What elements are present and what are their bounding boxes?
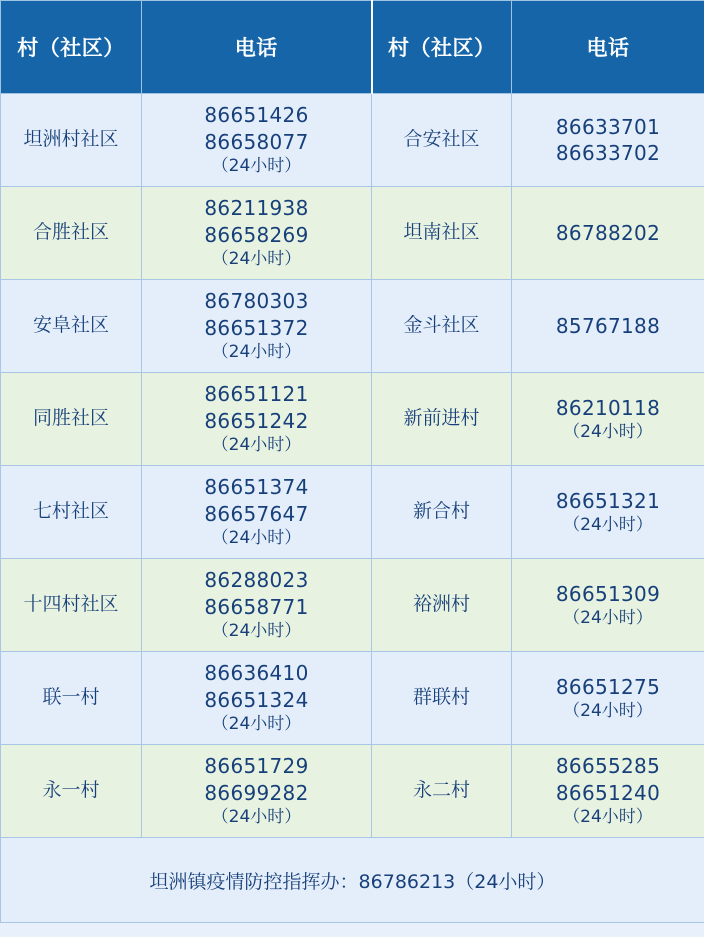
service-hours-note: （24小时） [211, 528, 302, 549]
phone-numbers-right [512, 280, 704, 373]
service-hours-note: （24小时） [563, 421, 653, 442]
phone-number: 85767188 [555, 313, 661, 338]
table-row [1, 280, 704, 373]
phone-number: 86651309 [555, 581, 661, 606]
service-hours-note: （24小时） [211, 249, 302, 270]
phone-numbers-right [512, 466, 704, 559]
phone-numbers-left [142, 652, 372, 745]
table-row [1, 652, 704, 745]
phone-numbers-right [512, 187, 704, 280]
village-name-left: 七村社区 [1, 466, 142, 559]
service-hours-note: （24小时） [211, 342, 302, 363]
table-row [1, 466, 704, 559]
village-name-left: 十四村社区 [1, 559, 142, 652]
phone-numbers-right [512, 94, 704, 187]
service-hours-note: （24小时） [563, 514, 653, 535]
phone-number: 86651240 [555, 780, 661, 805]
phone-number: 86651242 [204, 408, 309, 433]
column-header-village-left: 村（社区） [1, 1, 142, 94]
phone-number: 86633701 [555, 114, 661, 139]
footer-row [1, 838, 704, 923]
phone-number: 86651275 [555, 674, 661, 699]
service-hours-note: （24小时） [563, 607, 653, 628]
table-row [1, 745, 704, 838]
service-hours-note: （24小时） [211, 807, 302, 828]
service-hours-note: （24小时） [211, 621, 302, 642]
village-name-left: 坦洲村社区 [1, 94, 142, 187]
phone-numbers-right [512, 652, 704, 745]
phone-number: 86651321 [555, 488, 661, 513]
table-row [1, 559, 704, 652]
phone-numbers-left [142, 466, 372, 559]
service-hours-note: （24小时） [563, 807, 653, 828]
village-name-right: 新前进村 [372, 373, 512, 466]
table-body [1, 94, 704, 838]
table-footer [1, 838, 704, 923]
phone-number: 86651374 [204, 475, 309, 500]
phone-number: 86780303 [204, 289, 309, 314]
service-hours-note: （24小时） [211, 435, 302, 456]
phone-number: 86657647 [204, 501, 309, 526]
phone-number: 86658077 [204, 129, 309, 154]
table-row [1, 373, 704, 466]
phone-numbers-left [142, 187, 372, 280]
service-hours-note: （24小时） [211, 714, 302, 735]
village-name-right: 坦南社区 [372, 187, 512, 280]
phone-number: 86699282 [204, 780, 309, 805]
command-office-contact: 坦洲镇疫情防控指挥办：86786213（24小时） [149, 870, 556, 893]
phone-number: 86633702 [555, 141, 661, 165]
phone-number: 86211938 [204, 196, 309, 221]
village-name-right: 合安社区 [372, 94, 512, 187]
phone-number: 86788202 [555, 220, 661, 245]
village-name-left: 联一村 [1, 652, 142, 745]
phone-number: 86651372 [204, 315, 309, 340]
village-name-left: 安阜社区 [1, 280, 142, 373]
column-header-phone-right: 电话 [512, 1, 704, 94]
phone-numbers-right [512, 745, 704, 838]
header-row [1, 1, 704, 94]
phone-numbers-left [142, 94, 372, 187]
service-hours-note: （24小时） [211, 156, 302, 177]
column-header-phone-left: 电话 [142, 1, 372, 94]
village-name-right: 永二村 [372, 745, 512, 838]
phone-number: 86651324 [204, 687, 309, 712]
phone-number: 86636410 [204, 661, 309, 686]
phone-number: 86655285 [555, 754, 661, 779]
phone-number: 86658771 [204, 594, 309, 619]
village-name-right: 裕洲村 [372, 559, 512, 652]
phone-numbers-left [142, 559, 372, 652]
table-header [1, 1, 704, 94]
service-hours-note: （24小时） [563, 700, 653, 721]
phone-number: 86651426 [204, 103, 309, 128]
village-name-left: 永一村 [1, 745, 142, 838]
table-row [1, 187, 704, 280]
village-name-right: 金斗社区 [372, 280, 512, 373]
column-header-village-right: 村（社区） [372, 1, 512, 94]
phone-number: 86651729 [204, 754, 309, 779]
phone-number: 86210118 [555, 395, 661, 420]
village-name-right: 群联村 [372, 652, 512, 745]
footer-cell [1, 838, 704, 923]
village-name-left: 合胜社区 [1, 187, 142, 280]
phone-numbers-left [142, 280, 372, 373]
village-name-right: 新合村 [372, 466, 512, 559]
table-row [1, 94, 704, 187]
phone-number: 86658269 [204, 222, 309, 247]
village-name-left: 同胜社区 [1, 373, 142, 466]
phone-numbers-left [142, 745, 372, 838]
phone-number: 86288023 [204, 568, 309, 593]
phone-numbers-left [142, 373, 372, 466]
phone-numbers-right [512, 373, 704, 466]
phone-number: 86651121 [204, 382, 309, 407]
phone-numbers-right [512, 559, 704, 652]
